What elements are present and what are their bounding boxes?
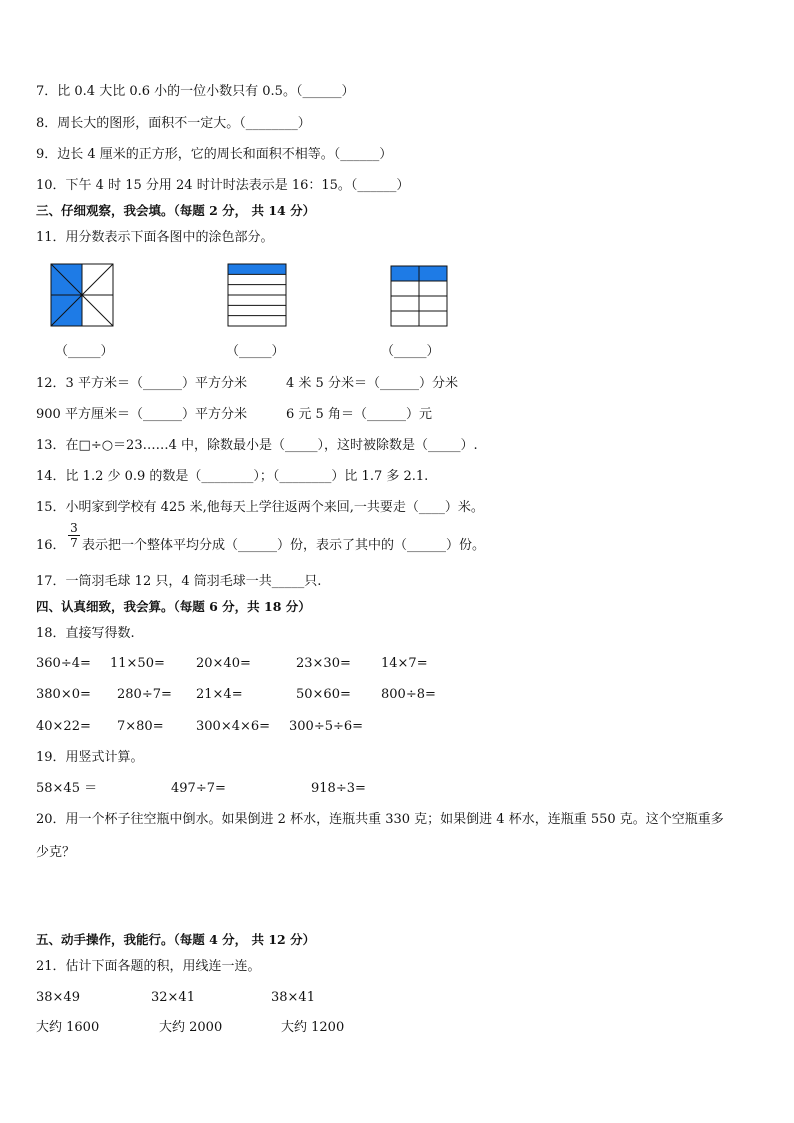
question-12-b: 4 米 5 分米＝（______）分米 [286,376,458,391]
figure-3-answer: （_____） [381,344,440,359]
calc-item: 360÷4= [36,656,91,671]
vertical-calc-item: 918÷3= [311,781,366,796]
calc-item: 23×30= [296,656,351,671]
calc-item: 40×22= [36,719,91,734]
question-16-number: 16． [36,538,66,553]
calc-item: 50×60= [296,687,351,702]
calc-item: 20×40= [196,656,251,671]
vertical-calc-item: 58×45 ＝ [36,781,98,796]
question-12-c: 900 平方厘米＝（______）平方分米 [36,407,247,422]
estimate-item: 大约 1200 [281,1020,345,1035]
product-item: 32×41 [151,990,195,1005]
calc-item: 280÷7= [117,687,172,702]
question-8: 8．周长大的图形，面积不一定大。（________） [36,116,311,131]
question-12-a: 12．3 平方米＝（______）平方分米 [36,376,247,391]
question-9: 9．边长 4 厘米的正方形，它的周长和面积不相等。（______） [36,147,393,162]
section-5-heading: 五、动手操作，我能行。（每题 4 分， 共 12 分） [36,932,316,947]
section-4-heading: 四、认真细致，我会算。（每题 6 分，共 18 分） [36,599,311,614]
figure-strip-rectangle [228,264,286,326]
product-item: 38×41 [271,990,315,1005]
question-13: 13．在□÷○＝23……4 中，除数最小是（_____），这时被除数是（_____）. [36,438,478,453]
question-12-d: 6 元 5 角＝（______）元 [286,407,432,422]
estimate-item: 大约 1600 [36,1020,100,1035]
question-21: 21．估计下面各题的积，用线连一连。 [36,959,261,974]
estimate-item: 大约 2000 [159,1020,223,1035]
question-19: 19．用竖式计算。 [36,750,144,765]
calc-item: 300÷5÷6= [289,719,364,734]
figure-1-answer: （_____） [55,344,114,359]
question-16-text: 表示把一个整体平均分成（______）份，表示了其中的（______）份。 [82,538,486,553]
calc-item: 800÷8= [381,687,436,702]
figure-square-triangles [51,264,113,326]
calc-item: 7×80= [117,719,164,734]
product-item: 38×49 [36,990,80,1005]
fraction-three-sevenths [68,521,80,550]
vertical-calc-item: 497÷7= [171,781,226,796]
section-3-heading: 三、仔细观察，我会填。（每题 2 分， 共 14 分） [36,203,316,218]
fraction-numerator: 3 [68,521,80,536]
question-20-line-2: 少克？ [36,845,76,860]
fraction-denominator: 7 [70,536,78,550]
question-18: 18．直接写得数. [36,626,135,641]
question-20-line-1: 20．用一个杯子往空瓶中倒水。如果倒进 2 杯水，连瓶共重 330 克；如果倒进 4 杯水，连瓶重 550 克。这个空瓶重多 [36,812,724,827]
calc-item: 11×50= [110,656,165,671]
calc-item: 21×4= [196,687,243,702]
figure-2-answer: （_____） [226,344,285,359]
question-11: 11．用分数表示下面各图中的涂色部分。 [36,230,274,245]
question-7: 7．比 0.4 大比 0.6 小的一位小数只有 0.5。（______） [36,84,355,99]
calc-item: 300×4×6= [196,719,271,734]
calc-item: 380×0= [36,687,91,702]
question-15: 15．小明家到学校有 425 米,他每天上学往返两个来回,一共要走（____）米。 [36,500,484,515]
figure-grid-rectangle [391,266,447,326]
calc-item: 14×7= [381,656,428,671]
question-17: 17．一筒羽毛球 12 只，4 筒羽毛球一共_____只. [36,574,322,589]
question-10: 10．下午 4 时 15 分用 24 时计时法表示是 16：15。（______） [36,178,410,193]
question-14: 14．比 1.2 少 0.9 的数是（________）；（________）比 1.7 多 2.1. [36,469,429,484]
